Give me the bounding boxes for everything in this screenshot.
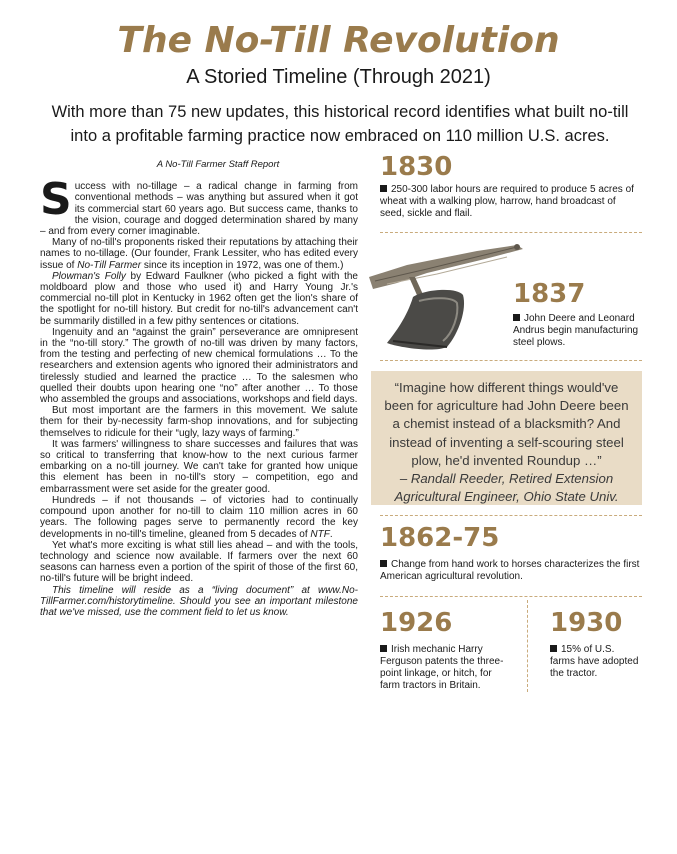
byline: A No-Till Farmer Staff Report: [156, 159, 280, 170]
article-body: [40, 159, 358, 618]
page-subtitle: A Storied Timeline (Through 2021): [186, 66, 491, 88]
article-paragraph: But most important are the farmers in this movement. We salute them for their by-necessity farm-shop innovations, and for subjecting themselves to ridicule for their “ugly, lazy ways of farming.”: [40, 405, 358, 439]
bullet-square-icon: [380, 185, 387, 192]
drop-cap: S: [40, 174, 72, 226]
page-title: The No-Till Revolution: [117, 20, 560, 61]
entry-text: 15% of U.S. farms have adopted the tractor.: [550, 644, 639, 679]
paragraph-text: since its inception in 1972, was one of them.): [141, 259, 344, 271]
closing-note: This timeline will reside as a “living document” at www.No-TillFarmer.com/historytimeline. Should you see an important milestone that we've missed, use the comment field to let us know.: [40, 584, 358, 618]
timeline-year-1837: 1837: [513, 279, 586, 309]
entry-text: John Deere and Leonard Andrus begin manufacturing steel plows.: [513, 313, 639, 348]
timeline-year-1830: 1830: [380, 152, 453, 182]
timeline-entry-1862-75: [380, 559, 642, 583]
quote-attribution: – Randall Reeder, Retired Extension Agricultural Engineer, Ohio State Univ.: [394, 471, 619, 505]
timeline-entry-1837: [513, 313, 643, 349]
article-paragraph: [40, 495, 358, 540]
timeline-entry-1926: [380, 644, 510, 692]
entry-text: 250-300 labor hours are required to produce 5 acres of wheat with a walking plow, harrow, hand broadcast of seed, sickle and flail.: [380, 184, 634, 219]
pull-quote: [371, 371, 642, 505]
book-title: Plowman's Folly: [52, 270, 126, 282]
bullet-square-icon: [380, 645, 387, 652]
section-divider: [380, 596, 642, 597]
timeline-year-1862-75: 1862-75: [380, 523, 500, 553]
article-paragraph: [40, 271, 358, 327]
steel-plow-illustration: [367, 237, 527, 357]
article-paragraph: It was farmers' willingness to share successes and failures that was so critical to transferring that know-how to the next curious farmer embarking on a no-till journey. We can't take for granted how unique this element has been in no-till's story – competition, ego and embarrassment were set aside for the greater good.: [40, 438, 358, 495]
article-paragraph: Yet what's more exciting is what still lies ahead – and with the tools, technology and science now available. If farmers over the next 60 seasons can harness even a portion of the spirit of those of the first 60, no-till's future will be bright indeed.: [40, 539, 358, 585]
timeline-entry-1930: [550, 644, 640, 680]
article-paragraph: Ingenuity and an “against the grain” perseverance are omnipresent in the “no-till story.” The growth of no-till was driven by many factors, from the testing and perfecting of new chemical formulations … To the researchers and extension agents who ignored their administrators and tirelessly studied and learned the practice … To the salesmen who quelled their doubts upon hearing one “no” after another … To those who assembled the groups and associations, workshops and field days.: [40, 326, 358, 406]
timeline-entry-1830: [380, 184, 642, 220]
article-paragraph: [40, 237, 358, 271]
publication-abbrev: NTF: [310, 528, 330, 540]
bullet-square-icon: [380, 560, 387, 567]
bullet-square-icon: [550, 645, 557, 652]
entry-text: Change from hand work to horses characterizes the first American agricultural revolution.: [380, 559, 640, 582]
paragraph-text: uccess with no-tillage – a radical change in farming from conventional methods – was anything but assured when it got its commercial start 60 years ago. But success came, thanks to the vision, courage and dogged determination shared by many – and from every corner imaginable.: [40, 181, 358, 238]
timeline-year-1926: 1926: [380, 608, 453, 638]
entry-text: Irish mechanic Harry Ferguson patents the three-point linkage, or hitch, for farm tractors in Britain.: [380, 644, 504, 691]
section-divider: [380, 360, 642, 361]
quote-text: “Imagine how different things would've been for agriculture had John Deere been a chemist instead of a blacksmith? And instead of inventing a self-scouring steel plow, he'd invented Roundup …”: [384, 380, 629, 468]
paragraph-text: Hundreds – if not thousands – of victories had to continually compound upon another for no-till to claim 110 million acres in 60 years. The following pages serve to permanently record the key developments in no-till's timeline, gleaned from 5 decades of: [40, 494, 358, 540]
timeline-year-1930: 1930: [550, 608, 623, 638]
publication-name: No-Till Farmer: [77, 259, 142, 271]
intro-text: With more than 75 new updates, this historical record identifies what built no-till into a profitable farming practice now embraced on 110 million U.S. acres.: [51, 103, 629, 145]
bullet-square-icon: [513, 314, 520, 321]
paragraph-text: Many of no-till's proponents risked their reputations by attaching their names to no-tillage. (Our founder, Frank Lessiter, who has edited every issue of: [40, 237, 358, 271]
paragraph-text: .: [329, 528, 333, 540]
column-divider: [527, 600, 528, 692]
section-divider: [380, 515, 642, 516]
paragraph-text: by Edward Faulkner (who picked a fight with the moldboard plow and those who used it) and Harry Young Jr.'s commercial no-till plot in Kentucky in 1962 often get the lion's share of the spotlight for no-till history. But credit for no-till's advancement can't be summarily distilled in a few pithy sentences or citations.: [40, 270, 358, 327]
article-paragraph: [40, 174, 358, 238]
section-divider: [380, 232, 642, 233]
